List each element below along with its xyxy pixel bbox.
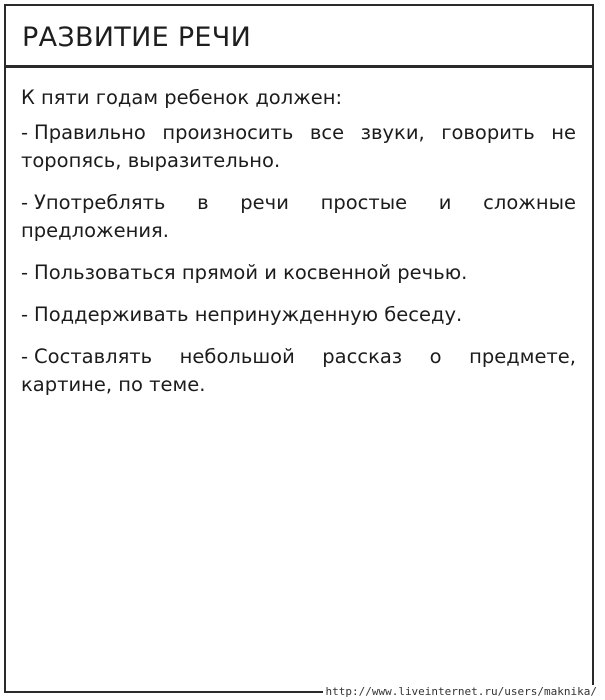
list-item-text: Пользоваться прямой и косвенной речью. (34, 261, 468, 284)
dash-marker: - (21, 261, 29, 284)
dash-marker: - (21, 345, 29, 368)
list-item-text: Употреблять в речи простые и сложные предложения. (21, 191, 576, 242)
list-item (21, 343, 576, 399)
list-item (21, 189, 576, 245)
title-bar (6, 6, 592, 68)
page-title: РАЗВИТИЕ РЕЧИ (22, 22, 252, 53)
list-item (21, 301, 576, 329)
list-item-text: Составлять небольшой рассказ о предмете, картине, по теме. (21, 345, 576, 396)
list-item-text: Поддерживать непринужденную беседу. (34, 303, 463, 326)
card-content (6, 68, 592, 399)
dash-marker: - (21, 121, 29, 144)
dash-marker: - (21, 191, 29, 214)
list-item (21, 259, 576, 287)
list-item (21, 119, 576, 175)
intro-text: К пяти годам ребенок должен: (21, 86, 343, 109)
dash-marker: - (21, 303, 29, 326)
source-watermark: http://www.liveinternet.ru/users/maknika/ (325, 685, 597, 698)
list-item-text: Правильно произносить все звуки, говорить не торопясь, выразительно. (21, 121, 576, 172)
speech-development-card (4, 4, 594, 693)
